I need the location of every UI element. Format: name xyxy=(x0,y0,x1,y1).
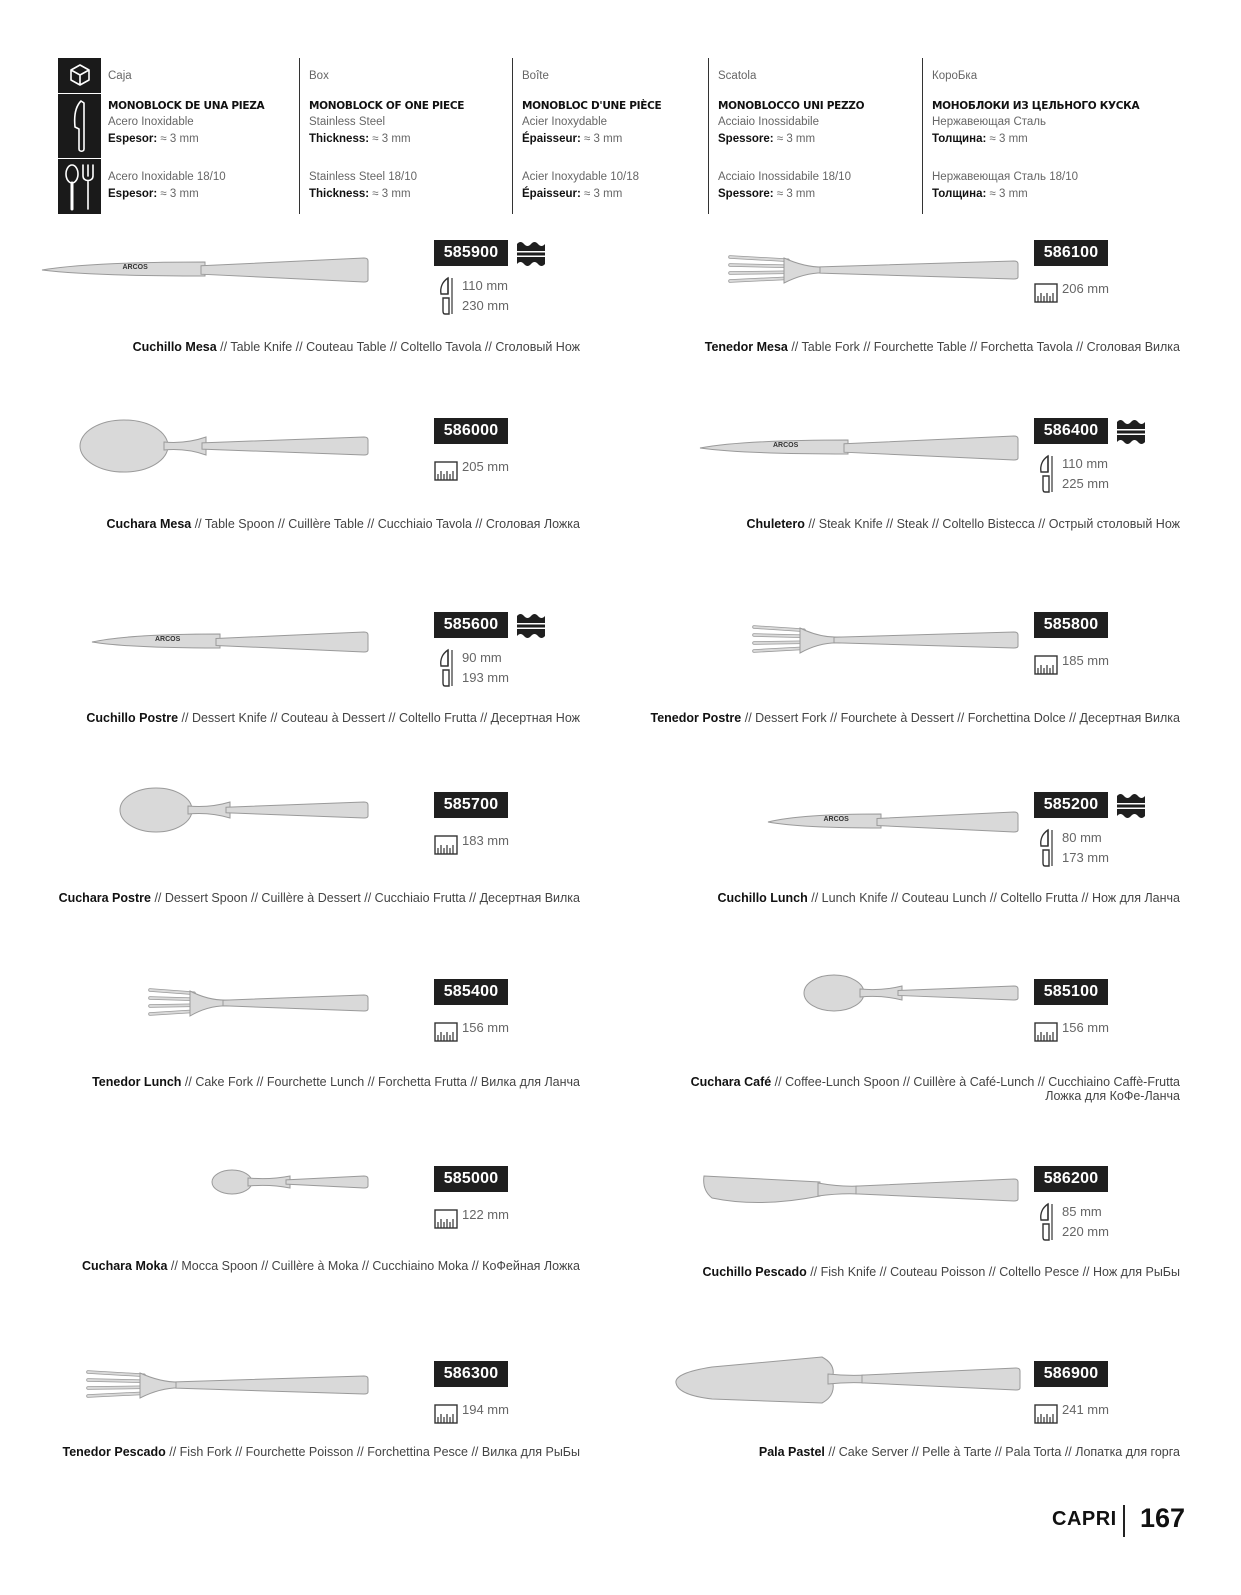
box-icon xyxy=(58,58,101,92)
monoblock-title: MONOBLOCK DE UNA PIEZA xyxy=(108,100,265,112)
blade-length-icon xyxy=(1034,454,1056,500)
product-name: Tenedor Lunch xyxy=(92,1075,182,1089)
blade-length: 110 mm xyxy=(1062,456,1108,471)
product-translations: // Coffee-Lunch Spoon // Cuillère à Café-Lunch // Cucchiaino Caffè-Frutta xyxy=(771,1075,1180,1089)
product-code: 585100 xyxy=(1034,979,1108,1005)
dimensions xyxy=(1034,828,1154,870)
product-translations: // Steak Knife // Steak // Coltello Bistecca // Острый столовый Нож xyxy=(804,517,1180,531)
product-name: Cuchara Moka xyxy=(81,1259,168,1273)
total-length: 206 mm xyxy=(1062,281,1109,296)
product-table-knife xyxy=(20,240,580,370)
product-code: 585800 xyxy=(1034,612,1108,638)
total-length: 173 mm xyxy=(1062,850,1109,865)
blade-length-icon xyxy=(434,276,456,322)
dimensions xyxy=(1034,1399,1154,1425)
product-code: 586300 xyxy=(434,1361,508,1387)
product-name: Tenedor Pescado xyxy=(62,1445,166,1459)
product-translations: // Table Spoon // Cuillère Table // Cucchiaio Tavola // Сголовая Ложка xyxy=(191,517,580,531)
serrated-edge-icon xyxy=(1117,792,1145,820)
product-translations: // Dessert Fork // Fourchete à Dessert // Forchettina Dolce // Десертная Вилка xyxy=(741,711,1180,725)
table-spoon-image xyxy=(78,416,370,476)
material-grade-label: Acier Inoxydable 10/18 xyxy=(522,171,639,183)
dessert-knife-image xyxy=(90,622,370,662)
monoblock-knife-icon xyxy=(58,93,101,158)
product-dessert-knife xyxy=(20,612,580,742)
brand-logo: ARCOS xyxy=(823,816,849,823)
product-name: Cuchillo Pescado xyxy=(702,1265,807,1279)
product-translations: // Cake Fork // Fourchette Lunch // Forchetta Frutta // Вилка для Ланча xyxy=(181,1075,580,1089)
thickness-line: Espesor: ≈ 3 mm xyxy=(108,188,199,200)
product-dessert-fork xyxy=(620,612,1180,742)
thickness-line: Thickness: ≈ 3 mm xyxy=(309,188,411,200)
monoblock-title: MONOBLOCCO UNI PEZZO xyxy=(718,100,865,112)
product-fish-knife xyxy=(620,1166,1180,1296)
material-grade-label: Acciaio Inossidabile 18/10 xyxy=(718,171,851,183)
total-length: 225 mm xyxy=(1062,476,1109,491)
ruler-icon xyxy=(1034,1401,1058,1431)
product-caption xyxy=(86,711,580,725)
ruler-icon xyxy=(1034,652,1058,682)
material-grade-label: Acero Inoxidable 18/10 xyxy=(108,171,226,183)
product-code: 586000 xyxy=(434,418,508,444)
blade-length-icon xyxy=(1034,1202,1056,1248)
product-cake-server xyxy=(620,1361,1180,1491)
product-code: 585900 xyxy=(434,240,508,266)
monoblock-title: MONOBLOCK OF ONE PIECE xyxy=(309,100,465,112)
footer-divider xyxy=(1123,1505,1125,1537)
dimensions xyxy=(434,456,554,482)
product-caption xyxy=(133,340,580,354)
brand-logo: ARCOS xyxy=(122,264,148,271)
product-coffee-spoon xyxy=(620,979,1180,1109)
table-fork-image xyxy=(728,246,1020,294)
serrated-edge-icon xyxy=(1117,418,1145,446)
ruler-icon xyxy=(434,458,458,488)
dimensions xyxy=(434,1017,554,1043)
product-code: 585600 xyxy=(434,612,508,638)
thickness-line: Толщина: ≈ 3 mm xyxy=(932,133,1028,145)
blade-length-icon xyxy=(434,648,456,694)
fish-fork-image xyxy=(86,1361,370,1409)
total-length: 183 mm xyxy=(462,833,509,848)
product-caption xyxy=(63,1445,581,1459)
box-label: Caja xyxy=(108,70,132,82)
total-length: 122 mm xyxy=(462,1207,509,1222)
total-length: 205 mm xyxy=(462,459,509,474)
spec-column xyxy=(108,58,288,214)
spec-icon-strip xyxy=(58,58,101,214)
total-length: 194 mm xyxy=(462,1402,509,1417)
blade-length: 80 mm xyxy=(1062,830,1102,845)
brand-logo: ARCOS xyxy=(773,442,799,449)
product-name: Cuchillo Mesa xyxy=(132,340,217,354)
ruler-icon xyxy=(434,832,458,862)
thickness-line: Spessore: ≈ 3 mm xyxy=(718,133,816,145)
brand-logo: ARCOS xyxy=(155,636,181,643)
product-name: Cuchara Café xyxy=(690,1075,772,1089)
product-caption xyxy=(92,1075,580,1089)
product-code: 586900 xyxy=(1034,1361,1108,1387)
ruler-icon xyxy=(434,1019,458,1049)
product-name: Tenedor Mesa xyxy=(704,340,788,354)
product-translations: // Fish Knife // Couteau Poisson // Coltello Pesce // Нож для РыБы xyxy=(806,1265,1180,1279)
material-grade-label: Нержавеющая Сталь 18/10 xyxy=(932,171,1078,183)
thickness-line: Épaisseur: ≈ 3 mm xyxy=(522,188,623,200)
product-caption xyxy=(759,1445,1180,1459)
product-translation-ru: Ложка для КоФе-Ланча xyxy=(1045,1089,1180,1103)
dimensions xyxy=(1034,454,1154,496)
product-code: 585000 xyxy=(434,1166,508,1192)
product-name: Tenedor Postre xyxy=(650,711,742,725)
product-translations: // Mocca Spoon // Cuillère à Moka // Cucchiaino Moka // КоФейная Ложка xyxy=(167,1259,580,1273)
product-table-fork xyxy=(620,240,1180,370)
product-code: 586100 xyxy=(1034,240,1108,266)
blade-length-icon xyxy=(1034,828,1056,874)
dimensions xyxy=(434,1399,554,1425)
total-length: 156 mm xyxy=(1062,1020,1109,1035)
lunch-knife-image xyxy=(766,802,1020,838)
thickness-line: Толщина: ≈ 3 mm xyxy=(932,188,1028,200)
box-label: Box xyxy=(309,70,329,82)
product-mocca-spoon xyxy=(20,1166,580,1296)
material-label: Acero Inoxidable xyxy=(108,116,194,128)
product-name: Cuchillo Postre xyxy=(86,711,179,725)
product-name: Cuchara Mesa xyxy=(106,517,192,531)
product-caption xyxy=(59,891,580,905)
dimensions xyxy=(434,276,554,318)
spec-column xyxy=(512,58,707,214)
product-table-spoon xyxy=(20,418,580,548)
serrated-edge-icon xyxy=(517,240,545,268)
total-length: 220 mm xyxy=(1062,1224,1109,1239)
thickness-line: Spessore: ≈ 3 mm xyxy=(718,188,816,200)
thickness-line: Thickness: ≈ 3 mm xyxy=(309,133,411,145)
dimensions xyxy=(1034,1202,1154,1244)
spec-column xyxy=(299,58,509,214)
product-translations: // Table Knife // Couteau Table // Coltello Tavola // Сголовый Нож xyxy=(216,340,580,354)
product-caption xyxy=(747,517,1180,531)
product-caption xyxy=(718,891,1181,905)
page-number: 167 xyxy=(1140,1503,1186,1533)
material-label: Acier Inoxydable xyxy=(522,116,608,128)
thickness-line: Espesor: ≈ 3 mm xyxy=(108,133,199,145)
cake-server-image xyxy=(672,1351,1022,1411)
total-length: 156 mm xyxy=(462,1020,509,1035)
spoon-fork-icon xyxy=(58,158,101,215)
serrated-edge-icon xyxy=(517,612,545,640)
table-knife-image xyxy=(40,250,370,290)
ruler-icon xyxy=(434,1401,458,1431)
total-length: 241 mm xyxy=(1062,1402,1109,1417)
dessert-spoon-image xyxy=(118,784,370,840)
ruler-icon xyxy=(1034,280,1058,310)
product-translations: // Table Fork // Fourchette Table // Forchetta Tavola // Сголовая Вилка xyxy=(787,340,1180,354)
dimensions xyxy=(434,648,554,690)
blade-length: 85 mm xyxy=(1062,1204,1102,1219)
total-length: 185 mm xyxy=(1062,653,1109,668)
product-name: Cuchara Postre xyxy=(58,891,151,905)
fish-knife-image xyxy=(700,1168,1020,1216)
product-dessert-spoon xyxy=(20,792,580,922)
product-translations: // Dessert Spoon // Cuillère à Dessert // Cucchiaio Frutta // Десертная Вилка xyxy=(150,891,580,905)
material-label: Acciaio Inossidabile xyxy=(718,116,820,128)
box-label: КороБка xyxy=(932,70,978,82)
product-lunch-knife xyxy=(620,792,1180,922)
product-caption xyxy=(703,1265,1180,1279)
dimensions xyxy=(434,1204,554,1230)
box-label: Scatola xyxy=(718,70,757,82)
product-caption xyxy=(650,711,1180,725)
product-fish-fork xyxy=(20,1361,580,1491)
product-translations: // Fish Fork // Fourchette Poisson // Forchettina Pesce // Вилка для РыБы xyxy=(165,1445,580,1459)
lunch-fork-image xyxy=(148,979,370,1027)
product-translations: // Dessert Knife // Couteau à Dessert // Coltello Frutta // Десертная Нож xyxy=(178,711,580,725)
blade-length: 110 mm xyxy=(462,278,508,293)
product-name: Chuletero xyxy=(746,517,805,531)
dimensions xyxy=(1034,278,1154,304)
thickness-line: Épaisseur: ≈ 3 mm xyxy=(522,133,623,145)
product-code: 585200 xyxy=(1034,792,1108,818)
steak-knife-image xyxy=(698,428,1020,468)
material-label: Нержавеющая Сталь xyxy=(932,116,1047,128)
product-code: 585700 xyxy=(434,792,508,818)
dimensions xyxy=(1034,1017,1154,1043)
material-label: Stainless Steel xyxy=(309,116,386,128)
monoblock-title: MONOBLOC D'UNE PIÈCE xyxy=(522,100,662,112)
product-code: 586400 xyxy=(1034,418,1108,444)
product-translations: // Cake Server // Pelle à Tarte // Pala Torta // Лопатка для горга xyxy=(824,1445,1180,1459)
product-name: Cuchillo Lunch xyxy=(717,891,808,905)
product-steak-knife xyxy=(620,418,1180,548)
monoblock-title: МОНОБЛОКИ ИЗ ЦЕЛЬНОГО КУСКА xyxy=(932,100,1140,112)
dessert-fork-image xyxy=(752,616,1020,664)
coffee-spoon-image xyxy=(802,971,1020,1019)
total-length: 230 mm xyxy=(462,298,509,313)
product-translations: // Lunch Knife // Couteau Lunch // Coltello Frutta // Нож для Ланча xyxy=(807,891,1180,905)
ruler-icon xyxy=(434,1206,458,1236)
mocca-spoon-image xyxy=(210,1166,370,1202)
product-caption xyxy=(106,517,580,531)
product-code: 586200 xyxy=(1034,1166,1108,1192)
series-name: CAPRI xyxy=(1052,1508,1117,1530)
spec-column xyxy=(922,58,1152,214)
dimensions xyxy=(434,830,554,856)
product-code: 585400 xyxy=(434,979,508,1005)
box-label: Boîte xyxy=(522,70,549,82)
dimensions xyxy=(1034,650,1154,676)
material-grade-label: Stainless Steel 18/10 xyxy=(309,171,418,183)
product-caption xyxy=(691,1075,1180,1103)
product-caption xyxy=(705,340,1180,354)
blade-length: 90 mm xyxy=(462,650,502,665)
ruler-icon xyxy=(1034,1019,1058,1049)
product-name: Pala Pastel xyxy=(758,1445,825,1459)
total-length: 193 mm xyxy=(462,670,509,685)
spec-column xyxy=(708,58,918,214)
product-lunch-fork xyxy=(20,979,580,1109)
product-caption xyxy=(82,1259,580,1273)
